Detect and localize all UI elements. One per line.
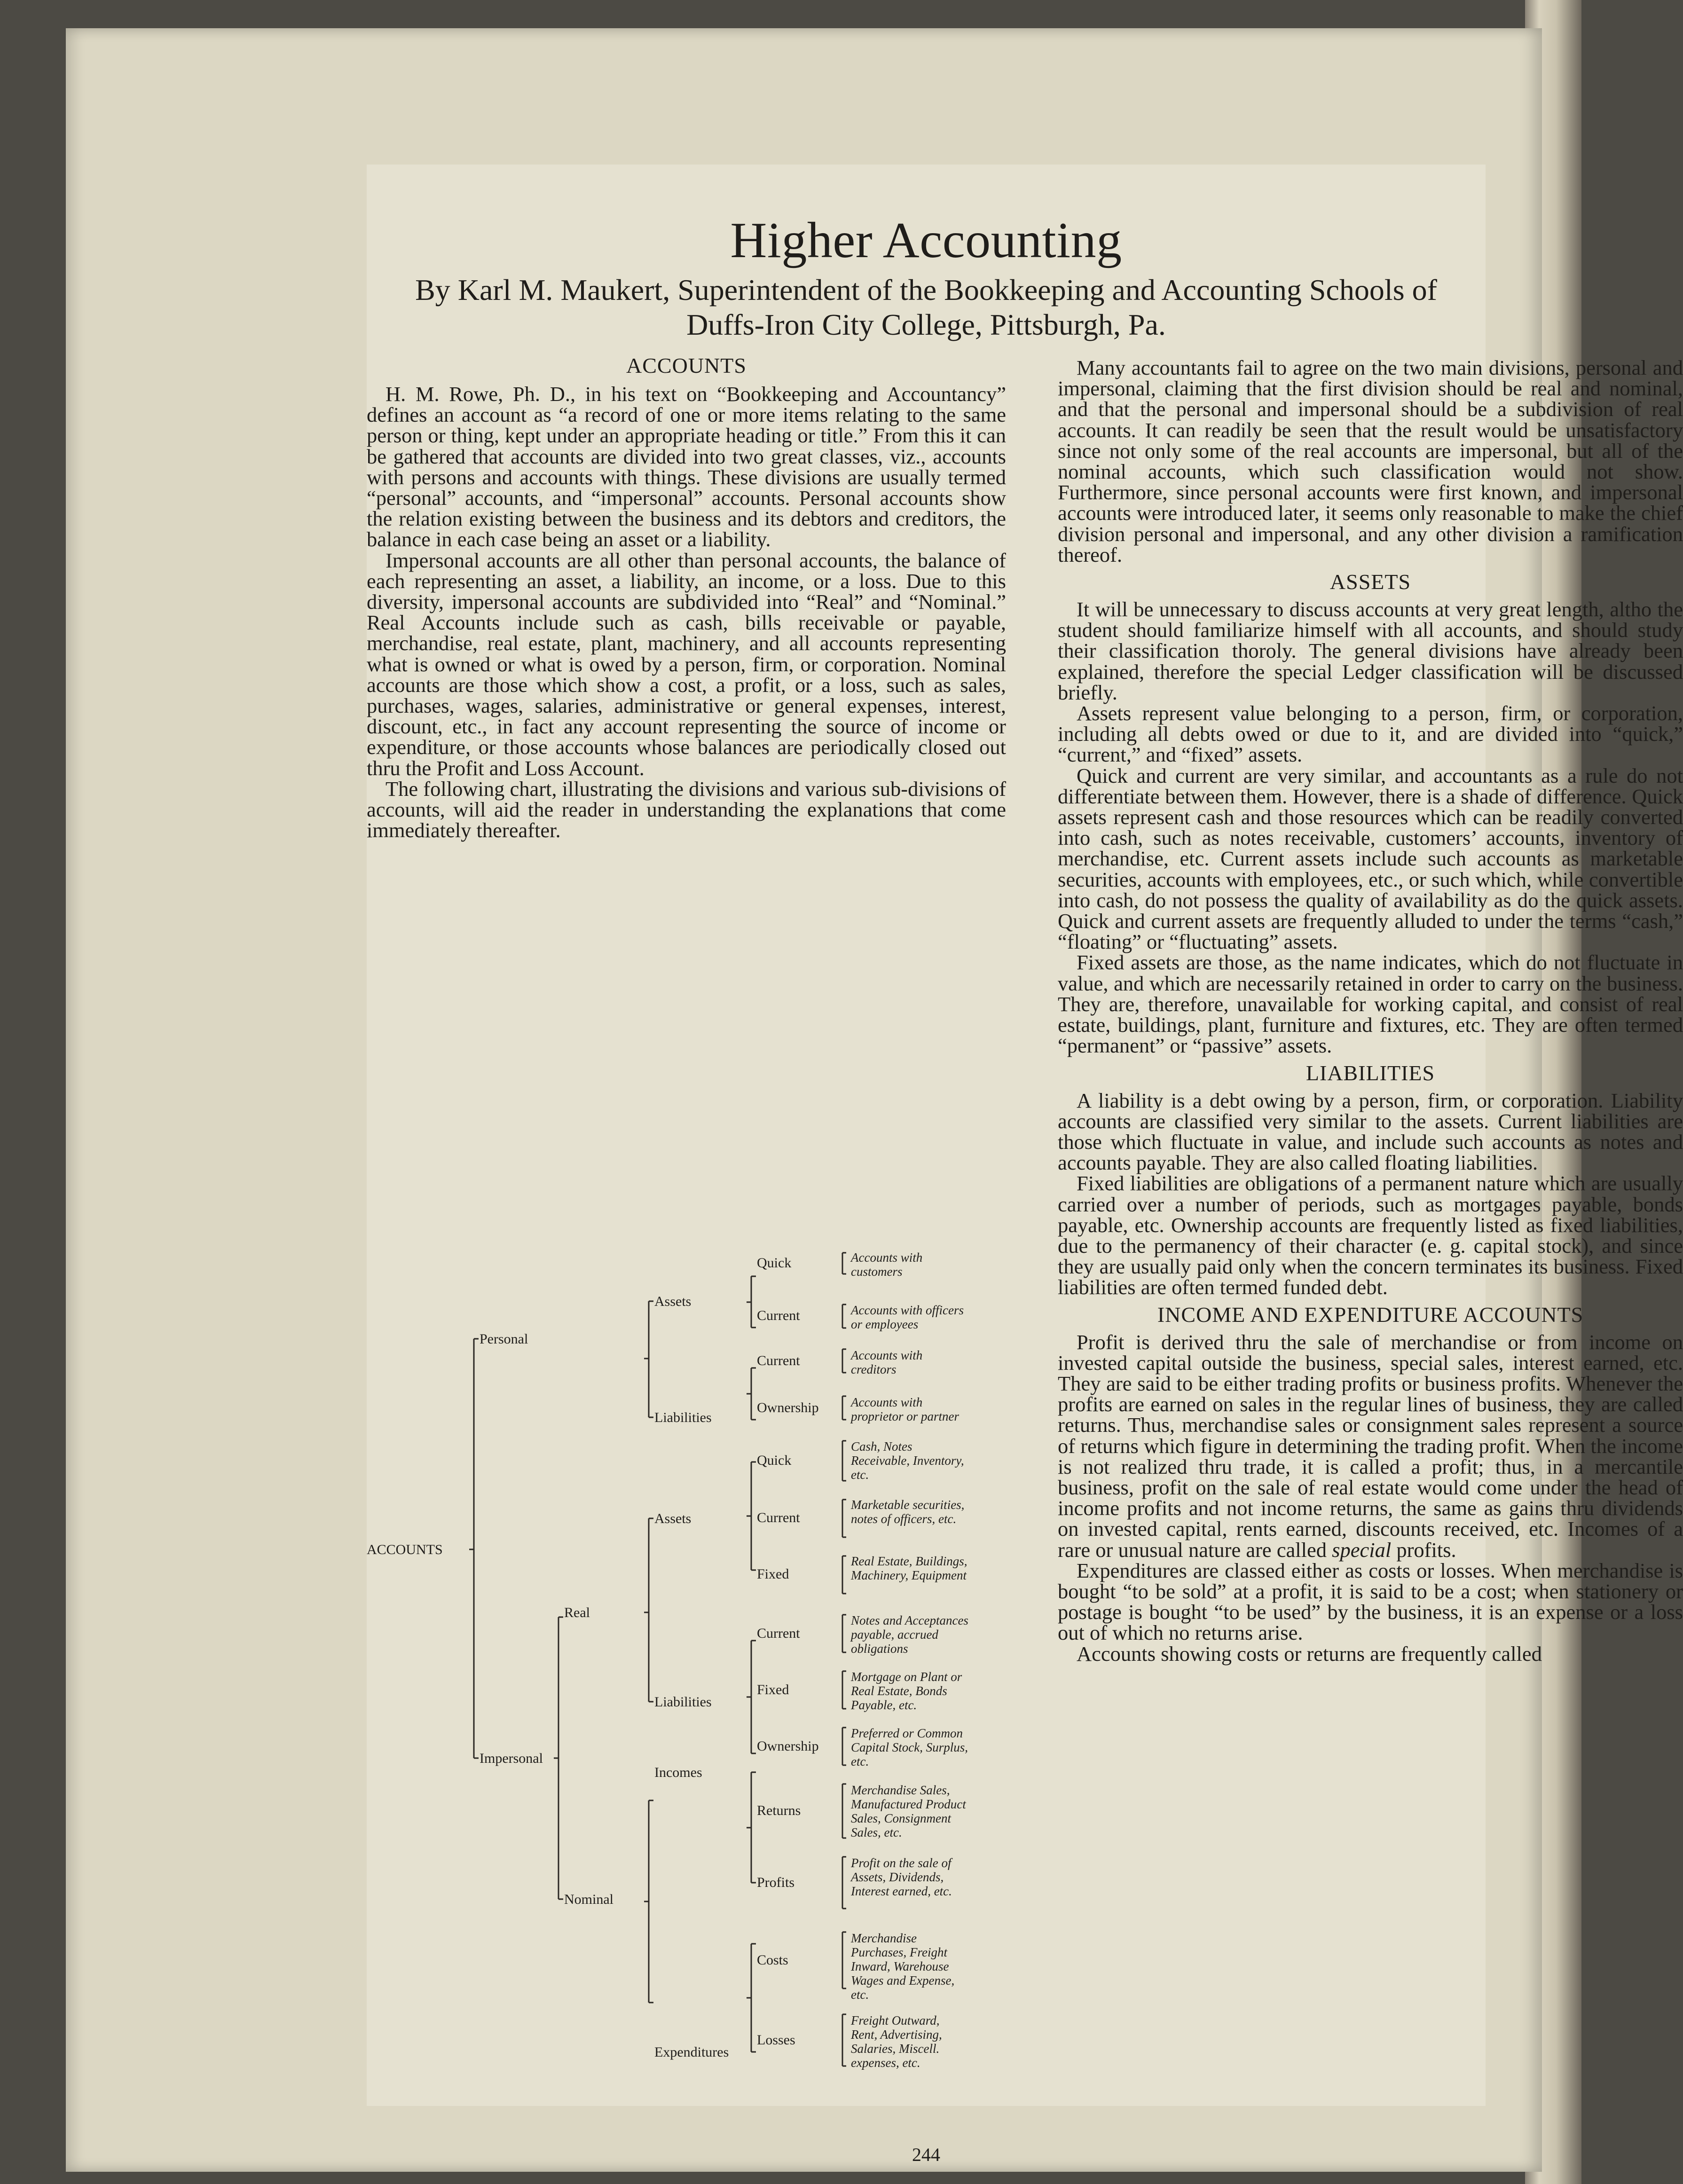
node-personal-liabilities: Liabilities [654,1410,712,1425]
node-personal-assets: Assets [654,1294,692,1309]
node-profits: Profits [757,1875,795,1890]
node-r-l-fixed: Fixed [757,1682,789,1697]
magazine-page [66,28,1683,2172]
bracket-impersonal [554,1617,563,1899]
node-impersonal: Impersonal [480,1751,543,1766]
article-title: Higher Accounting [730,212,1122,268]
section-heading-liabilities: LIABILITIES [1306,1061,1435,1085]
leaf-r-current: Marketable securities, notes of officers, etc. [851,1498,965,1526]
paragraph: Many accountants fail to agree on the two main divisions, personal and impersonal, claiming that the first division should be real and nominal, and that the personal and impersonal should be a subdivision of real accounts. It can readily be seen that the result would be unsatisfactory since not only some of the real accounts are impersonal, but all of the nominal accounts, which such classification would not show. Furthermore, since personal accounts were first known, and impersonal accounts were introduced later, it seems only reasonable to make the chief division personal and impersonal, and any other division a ramification thereof. [1058,356,1683,566]
node-r-l-current: Current [757,1626,800,1641]
node-expenditures: Expenditures [654,2044,729,2060]
paragraph: Fixed assets are those, as the name indicates, which do not fluctuate in value, and which are necessarily retained in order to carry on the business. They are, therefore, unavailable for working capital, and consist of real estate, buildings, plant, furniture and fixtures, etc. They are often termed “permanent” or “passive” assets. [1058,951,1683,1058]
article-byline: By Karl M. Maukert, Superintendent of the Bookkeeping and Accounting Schools of Duffs-Iron City College, Pittsburgh, Pa. [415,273,1437,341]
bracket-personal-assets [747,1276,756,1328]
paragraph: Expenditures are classed either as costs or losses. When merchandise is bought “to be sold” at a profit, it is said to be a cost; when stationery or postage is bought “to be used” by the business, it is an expense or a loss out of which no returns arise. [1058,1558,1683,1645]
printed-area [367,165,1683,2165]
leaf-losses: Freight Outward, Rent, Advertising, Salaries, Miscell. expenses, etc. [851,2013,942,2070]
node-r-ownership: Ownership [757,1738,819,1754]
bracket-incomes [747,1772,756,1883]
node-losses: Losses [757,2032,795,2048]
paragraph: Impersonal accounts are all other than personal accounts, the balance of each representing an asset, a liability, an income, or a loss. Due to this diversity, impersonal accounts are subdivided into “Real” and “Nominal.” Real Accounts include such as cash, bills receivable or payable, merchandise, real estate, plant, machinery, and all accounts representing what is owned or what is owed by a person, firm, or corporation. Nominal accounts are those which show a cost, a profit, or a loss, such as sales, purchases, wages, salaries, administrative or general expenses, interest, discount, etc., in fact any account representing the source of income or expenditure, or those accounts whose balances are periodically closed out thru the Profit and Loss Account. [367,548,1006,780]
leaf-r-l-current: Notes and Acceptances payable, accrued obligations [851,1613,968,1656]
paragraph [1058,1332,1683,1560]
node-real: Real [564,1605,590,1620]
node-r-quick: Quick [757,1453,792,1468]
text-run: Profit is derived thru the sale of merchandise or from income on invested capital outside the business, special sales, interest earned, etc. They are said to be either trading profits or business profits. Whenever the profits are earned on sales in the regular lines of business, they are called returns. Thus, merchandise sales or consignment sales represent a source of returns which figure in determining the trading profit. When the income is not realized thru trade, it is called a profit; thus, in a mercantile business, profit on the sale of real estate would come under the head of income profits and not income returns, the same as gains thru dividends on invested capital, rents earned, discounts received, etc. Incomes of a rare or unusual nature are called [1058,1330,1683,1562]
bracket-real-liabilities [747,1641,756,1753]
section-heading-assets: ASSETS [1329,570,1411,594]
paragraph: Quick and current are very similar, and accountants as a rule do not differentiate between them. However, there is a shade of difference. Quick assets represent cash and those resources which can be readily converted into cash, such as notes receivable, customers’ accounts, inventory of merchandise, etc. Current assets include such accounts as marketable securities, accounts with employees, etc., or such which, while convertible into cash, do not possess the quality of availability as do the quick assets. Quick and current assets are frequently alluded to under the terms “cash,” “floating” or “fluctuating” assets. [1058,763,1683,954]
leaf-p-current: Accounts with officers or employees [851,1303,964,1331]
bracket-expenditures [747,1944,756,2052]
node-personal: Personal [480,1331,528,1347]
paragraph: The following chart, illustrating the divisions and various sub-divisions of accounts, will aid the reader in understanding the explanations that come immediately thereafter. [367,777,1007,842]
left-column [367,353,1006,841]
leaf-p-quick: Accounts with customers [851,1250,923,1279]
text-run: profits. [1391,1538,1456,1562]
emphasis: special [1332,1538,1392,1562]
leaf-p-l-current: Accounts with creditors [851,1348,923,1376]
node-real-liabilities: Liabilities [654,1694,712,1710]
node-r-current: Current [757,1510,800,1525]
node-p-current: Current [757,1308,800,1323]
leaf-r-ownership: Preferred or Common Capital Stock, Surplus, etc. [851,1726,968,1768]
node-r-fixed: Fixed [757,1566,789,1582]
section-heading-income: INCOME AND EXPENDITURE ACCOUNTS [1157,1302,1584,1327]
node-real-assets: Assets [654,1511,692,1526]
node-p-l-current: Current [757,1353,800,1368]
bracket-personal [644,1301,653,1417]
paragraph: Accounts showing costs or returns are frequently called [1077,1642,1542,1665]
paragraph: It will be unnecessary to discuss accounts at very great length, altho the student should familiarize himself with all accounts, and should study their classification thoroly. The general divisions have already been explained, therefore the special Ledger classification will be discussed briefly. [1058,597,1683,704]
bracket-root [469,1339,479,1758]
leaf-p-ownership: Accounts with proprietor or partner [851,1395,959,1423]
leaf-costs: Merchandise Purchases, Freight Inward, Warehouse Wages and Expense, etc. [851,1931,955,2002]
leaf-profits: Profit on the sale of Assets, Dividends, Interest earned, etc. [851,1856,952,1898]
node-nominal: Nominal [564,1892,613,1907]
paragraph: Fixed liabilities are obligations of a permanent nature which are usually carried over a number of periods, such as mortgages payable, bonds payable, etc. Ownership accounts are frequently listed as fixed liabilities, due to the permanency of their character (e. g. capital stock), and since they are usually paid only when the concern terminates its business. Fixed liabilities are often termed funded debt. [1058,1171,1683,1299]
section-heading-accounts: ACCOUNTS [626,354,747,377]
paragraph: Assets represent value belonging to a person, firm, or corporation, including all debts owed or due to it, and are divided into “quick,” “current,” and “fixed” assets. [1058,701,1683,767]
node-accounts: ACCOUNTS [367,1542,443,1557]
leaf-r-quick: Cash, Notes Receivable, Inventory, etc. [851,1439,964,1482]
node-incomes: Incomes [654,1765,702,1780]
node-p-ownership: Ownership [757,1400,819,1415]
leaf-r-l-fixed: Mortgage on Plant or Real Estate, Bonds Payable, etc. [851,1670,962,1712]
bracket-real-assets [747,1462,756,1570]
bracket-real [644,1518,653,1702]
right-column [1058,357,1683,1664]
bracket-nominal [644,1800,653,2003]
accounts-classification-chart [367,1232,1006,2139]
node-p-quick: Quick [757,1255,792,1271]
bracket-personal-liabilities [747,1368,756,1420]
page-number: 244 [912,2144,940,2165]
node-costs: Costs [757,1952,788,1968]
node-returns: Returns [757,1803,801,1818]
paragraph: A liability is a debt owing by a person, firm, or corporation. Liability accounts are classified very similar to the assets. Current liabilities are those which fluctuate in value, and include such accounts as notes and accounts payable. They are also called floating liabilities. [1058,1088,1683,1175]
paragraph: H. M. Rowe, Ph. D., in his text on “Bookkeeping and Accountancy” defines an account as “a record of one or more items relating to the same person or thing, kept under an appropriate heading or title.” From this it can be gathered that accounts are divided into two great classes, viz., accounts with persons and accounts with things. These divisions are usually termed “personal” accounts, and “impersonal” accounts. Personal accounts show the relation existing between the business and its debtors and creditors, the balance in each case being an asset or a liability. [367,382,1006,551]
leaf-r-fixed: Real Estate, Buildings, Machinery, Equipment [851,1554,967,1582]
leaf-returns: Merchandise Sales, Manufactured Product Sales, Consignment Sales, etc. [851,1783,966,1839]
